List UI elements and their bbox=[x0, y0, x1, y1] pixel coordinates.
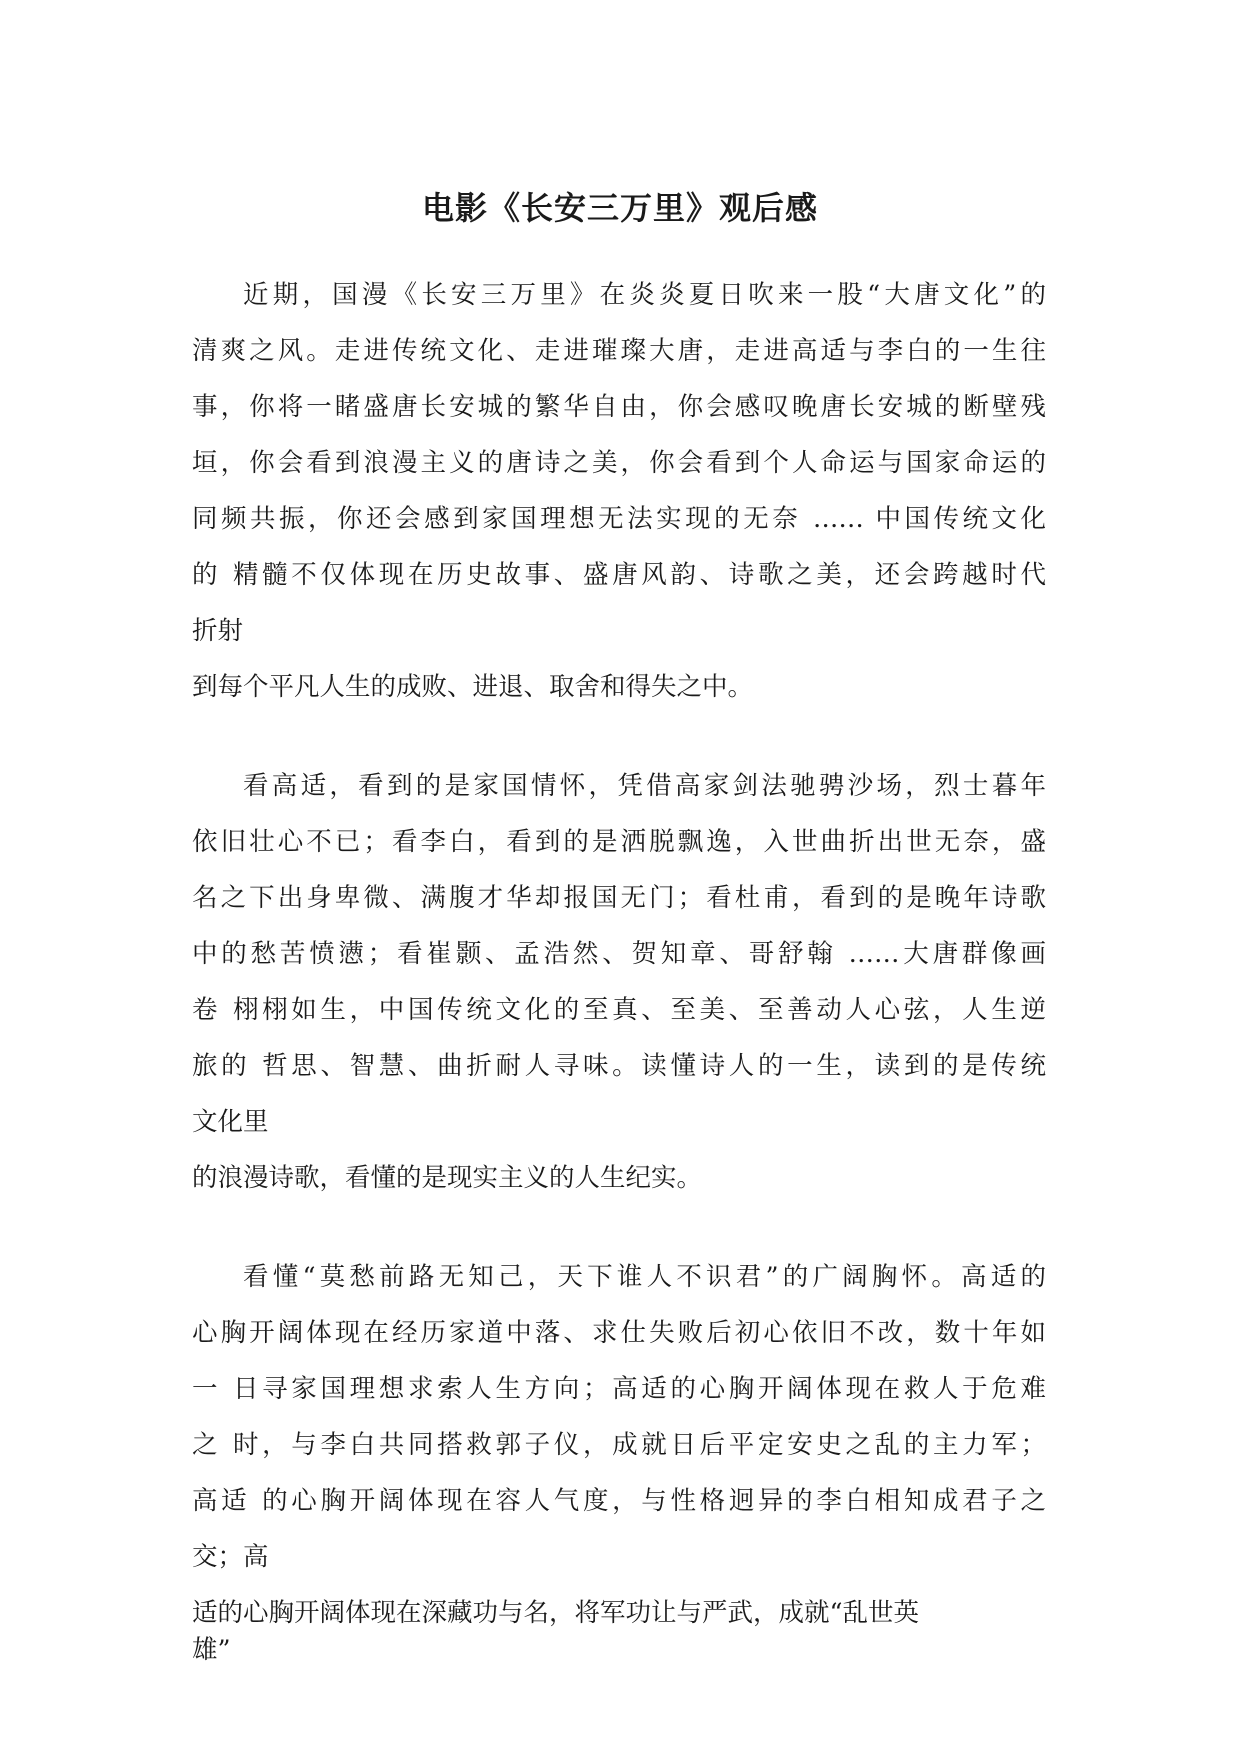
paragraph-3-line-4: 之 时，与李白共同搭救郭子仪，成就日后平定安史之乱的主力军； bbox=[192, 1430, 1046, 1460]
paragraph-3-line-2: 心胸开阔体现在经历家道中落、求仕失败后初心依旧不改，数十年如 bbox=[192, 1318, 1046, 1348]
paragraph-3-line-5: 高适 的心胸开阔体现在容人气度，与性格迥异的李白相知成君子之 bbox=[192, 1486, 1046, 1516]
paragraph-1-line-4: 垣，你会看到浪漫主义的唐诗之美，你会看到个人命运与国家命运的 bbox=[192, 448, 1046, 478]
document-title: 电影《长安三万里》观后感 bbox=[421, 189, 818, 227]
paragraph-2-line-7: 文化里 bbox=[192, 1107, 269, 1137]
paragraph-1-line-7: 折射 bbox=[192, 616, 244, 646]
paragraph-2-line-8: 的浪漫诗歌，看懂的是现实主义的人生纪实。 bbox=[192, 1163, 703, 1193]
paragraph-1-line-1: 近期，国漫《长安三万里》在炎炎夏日吹来一股“大唐文化”的 bbox=[243, 280, 1046, 310]
paragraph-3-line-8: 雄” bbox=[192, 1635, 231, 1665]
paragraph-3-line-6: 交；高 bbox=[192, 1542, 269, 1572]
paragraph-1-line-8: 到每个平凡人生的成败、进退、取舍和得失之中。 bbox=[192, 672, 754, 702]
paragraph-1-line-5: 同频共振，你还会感到家国理想无法实现的无奈 …… 中国传统文化 bbox=[192, 504, 1046, 534]
paragraph-1-line-6: 的 精髓不仅体现在历史故事、盛唐风韵、诗歌之美，还会跨越时代 bbox=[192, 560, 1046, 590]
paragraph-1-line-2: 清爽之风。走进传统文化、走进璀璨大唐，走进高适与李白的一生往 bbox=[192, 336, 1046, 366]
paragraph-2-line-1: 看高适，看到的是家国情怀，凭借高家剑法驰骋沙场，烈士暮年 bbox=[243, 771, 1046, 801]
paragraph-2-line-5: 卷 栩栩如生，中国传统文化的至真、至美、至善动人心弦，人生逆 bbox=[192, 995, 1046, 1025]
paragraph-3-line-7: 适的心胸开阔体现在深藏功与名，将军功让与严武，成就“乱世英 bbox=[192, 1598, 920, 1628]
paragraph-2-line-3: 名之下出身卑微、满腹才华却报国无门；看杜甫，看到的是晚年诗歌 bbox=[192, 883, 1046, 913]
paragraph-2-line-4: 中的愁苦愤懑；看崔颢、孟浩然、贺知章、哥舒翰 ……大唐群像画 bbox=[192, 939, 1046, 969]
paragraph-1-line-3: 事，你将一睹盛唐长安城的繁华自由，你会感叹晚唐长安城的断壁残 bbox=[192, 392, 1046, 422]
paragraph-3-line-1: 看懂“莫愁前路无知己，天下谁人不识君”的广阔胸怀。高适的 bbox=[243, 1262, 1046, 1292]
paragraph-3-line-3: 一 日寻家国理想求索人生方向；高适的心胸开阔体现在救人于危难 bbox=[192, 1374, 1046, 1404]
paragraph-2-line-6: 旅的 哲思、智慧、曲折耐人寻味。读懂诗人的一生，读到的是传统 bbox=[192, 1051, 1046, 1081]
paragraph-2-line-2: 依旧壮心不已；看李白，看到的是洒脱飘逸，入世曲折出世无奈，盛 bbox=[192, 827, 1046, 857]
